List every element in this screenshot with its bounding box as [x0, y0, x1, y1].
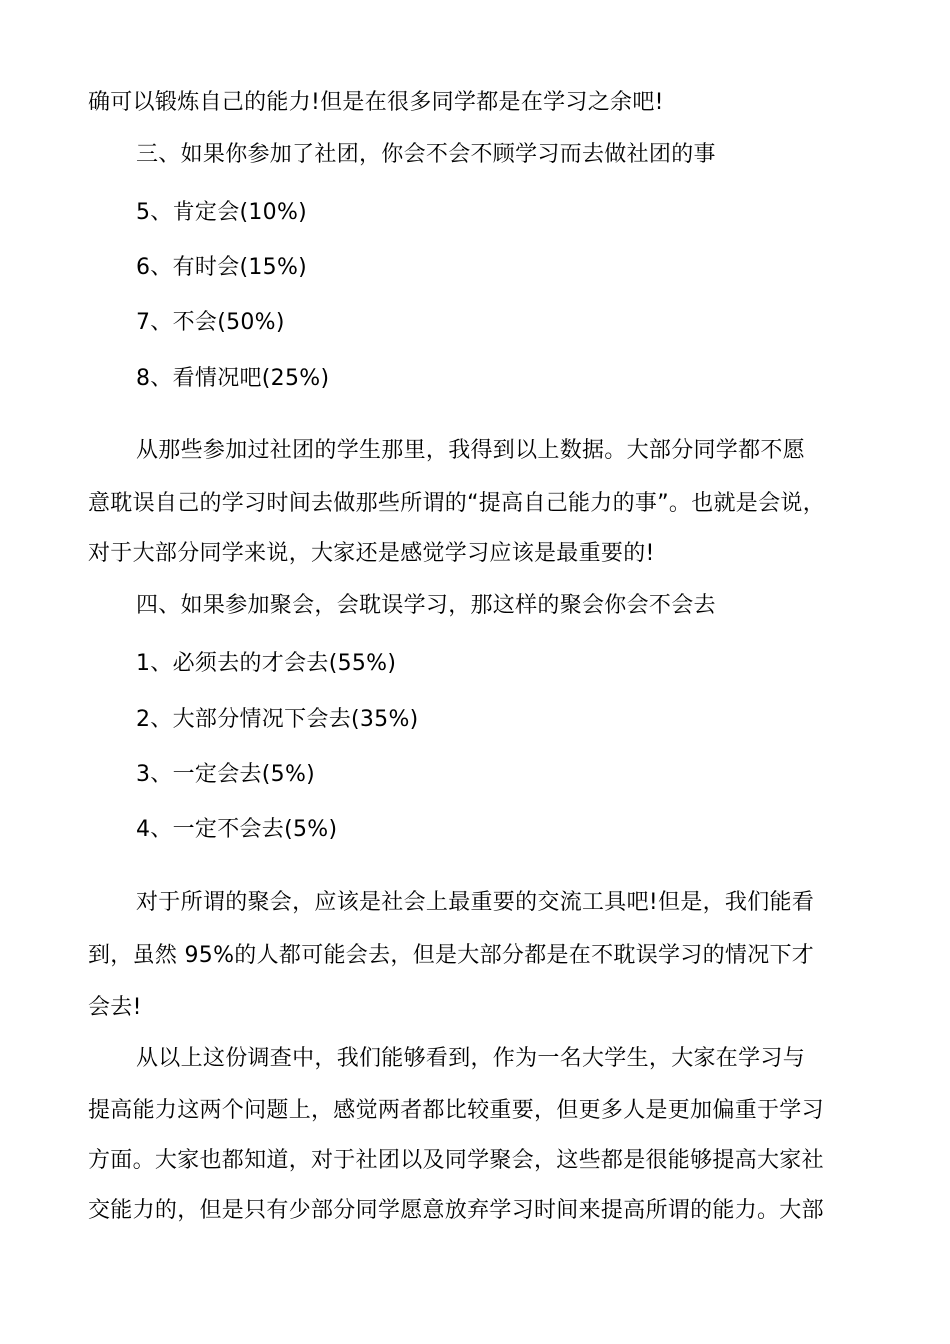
- paragraph-line: 交能力的，但是只有少部分同学愿意放弃学习时间来提高所谓的能力。大部: [88, 1198, 824, 1223]
- answer-option-7: 7、不会(50%): [136, 310, 285, 335]
- paragraph-line: 提高能力这两个问题上，感觉两者都比较重要，但更多人是更加偏重于学习: [88, 1098, 824, 1123]
- answer-option-6: 6、有时会(15%): [136, 255, 308, 280]
- answer-option-5: 5、肯定会(10%): [136, 200, 308, 225]
- question-heading-4: 四、如果参加聚会，会耽误学习，那这样的聚会你会不会去: [136, 593, 716, 618]
- question-heading-3: 三、如果你参加了社团，你会不会不顾学习而去做社团的事: [136, 142, 716, 167]
- paragraph-line: 会去!: [88, 995, 142, 1020]
- answer-option-1: 1、必须去的才会去(55%): [136, 651, 397, 676]
- answer-option-8: 8、看情况吧(25%): [136, 366, 330, 391]
- paragraph-line: 到，虽然 95%的人都可能会去，但是大部分都是在不耽误学习的情况下才: [88, 943, 815, 968]
- paragraph-line: 从那些参加过社团的学生那里，我得到以上数据。大部分同学都不愿: [136, 438, 806, 463]
- paragraph-line: 从以上这份调查中，我们能够看到，作为一名大学生，大家在学习与: [136, 1046, 806, 1071]
- paragraph-line: 确可以锻炼自己的能力!但是在很多同学都是在学习之余吧!: [88, 90, 664, 115]
- paragraph-line: 对于大部分同学来说，大家还是感觉学习应该是最重要的!: [88, 541, 655, 566]
- answer-option-3: 3、一定会去(5%): [136, 762, 316, 787]
- answer-option-2: 2、大部分情况下会去(35%): [136, 707, 419, 732]
- paragraph-line: 对于所谓的聚会，应该是社会上最重要的交流工具吧!但是，我们能看: [136, 890, 815, 915]
- paragraph-line: 意耽误自己的学习时间去做那些所谓的“提高自己能力的事”。也就是会说，: [88, 491, 825, 516]
- paragraph-line: 方面。大家也都知道，对于社团以及同学聚会，这些都是很能够提高大家社: [88, 1148, 824, 1173]
- answer-option-4: 4、一定不会去(5%): [136, 817, 338, 842]
